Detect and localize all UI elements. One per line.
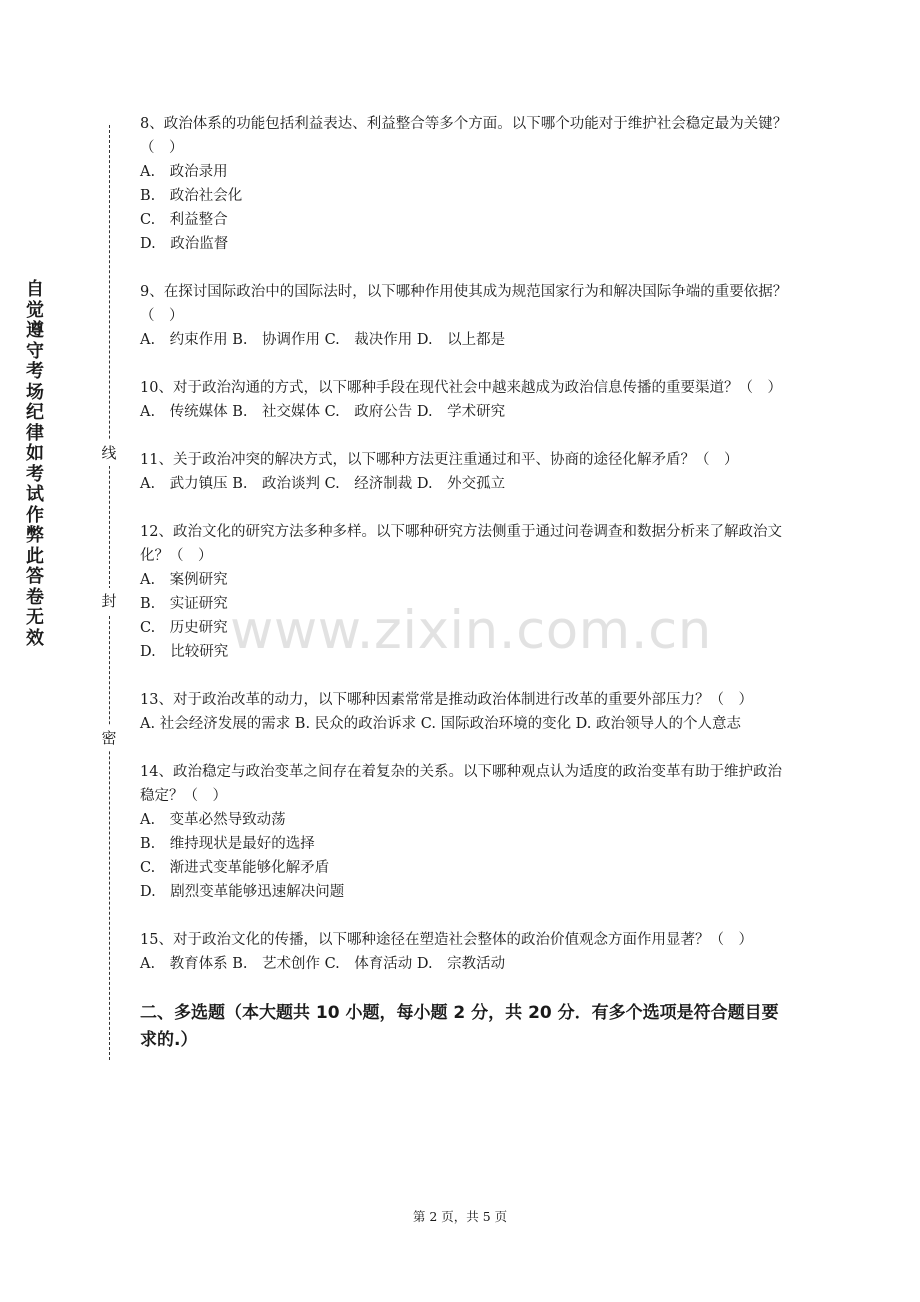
option-a: A. 案例研究: [140, 572, 228, 588]
option-d: D. 政治监督: [140, 236, 229, 252]
page-number-footer: 第 2 页，共 5 页: [412, 1209, 508, 1224]
question-stem: 10、对于政治沟通的方式，以下哪种手段在现代社会中越来越成为政治信息传播的重要渠道？（ ）: [140, 380, 782, 396]
question-stem: 11、关于政治冲突的解决方式，以下哪种方法更注重通过和平、协商的途径化解矛盾？（ ）: [140, 452, 739, 468]
option-a: A. 变革必然导致动荡: [140, 812, 286, 828]
section-title-multiple-choice: 二、多选题（本大题共 10 小题，每小题 2 分，共 20 分．有多个选项是符合题目要求的.）: [140, 1003, 779, 1050]
exam-discipline-notice: 自觉遵守考场纪律如考试作弊此答卷无效: [26, 279, 44, 649]
options-line: A. 传统媒体 B. 社交媒体 C. 政府公告 D. 学术研究: [140, 404, 506, 420]
question-8: [140, 112, 788, 256]
option-b: B. 维持现状是最好的选择: [140, 836, 315, 852]
option-c: C. 渐进式变革能够化解矛盾: [140, 860, 330, 876]
options-line: A. 武力镇压 B. 政治谈判 C. 经济制裁 D. 外交孤立: [140, 476, 506, 492]
option-a: A. 政治录用: [140, 164, 228, 180]
question-15: [140, 928, 788, 976]
question-list: [140, 112, 788, 1054]
question-13: [140, 688, 788, 736]
options-line: A. 社会经济发展的需求 B. 民众的政治诉求 C. 国际政治环境的变化 D. 政治领导人的个人意志: [140, 716, 742, 732]
question-stem: 8、政治体系的功能包括利益表达、利益整合等多个方面。以下哪个功能对于维护社会稳定最为关键？（ ）: [140, 116, 788, 156]
options-line: A. 教育体系 B. 艺术创作 C. 体育活动 D. 宗教活动: [140, 956, 506, 972]
option-d: D. 剧烈变革能够迅速解决问题: [140, 884, 345, 900]
question-stem: 13、对于政治改革的动力，以下哪种因素常常是推动政治体制进行改革的重要外部压力？（ ）: [140, 692, 753, 708]
question-12: [140, 520, 788, 664]
seal-mark-xian: 线: [100, 440, 118, 466]
question-stem: 14、政治稳定与政治变革之间存在着复杂的关系。以下哪种观点认为适度的政治变革有助于维护政治稳定？（ ）: [140, 764, 782, 804]
option-d: D. 比较研究: [140, 644, 229, 660]
question-11: [140, 448, 788, 496]
option-c: C. 历史研究: [140, 620, 228, 636]
seal-mark-mi: 密: [100, 725, 118, 751]
option-b: B. 政治社会化: [140, 188, 243, 204]
watermark: www.zixin.com.cn: [230, 600, 712, 661]
question-stem: 12、政治文化的研究方法多种多样。以下哪种研究方法侧重于通过问卷调查和数据分析来了解政治文化？（ ）: [140, 524, 782, 564]
question-9: [140, 280, 788, 352]
options-line: A. 约束作用 B. 协调作用 C. 裁决作用 D. 以上都是: [140, 332, 506, 348]
question-10: [140, 376, 788, 424]
option-b: B. 实证研究: [140, 596, 228, 612]
question-stem: 15、对于政治文化的传播，以下哪种途径在塑造社会整体的政治价值观念方面作用显著？（ ）: [140, 932, 753, 948]
question-stem: 9、在探讨国际政治中的国际法时，以下哪种作用使其成为规范国家行为和解决国际争端的重要依据？（ ）: [140, 284, 788, 324]
question-14: [140, 760, 788, 904]
option-c: C. 利益整合: [140, 212, 228, 228]
seal-mark-feng: 封: [100, 588, 118, 614]
